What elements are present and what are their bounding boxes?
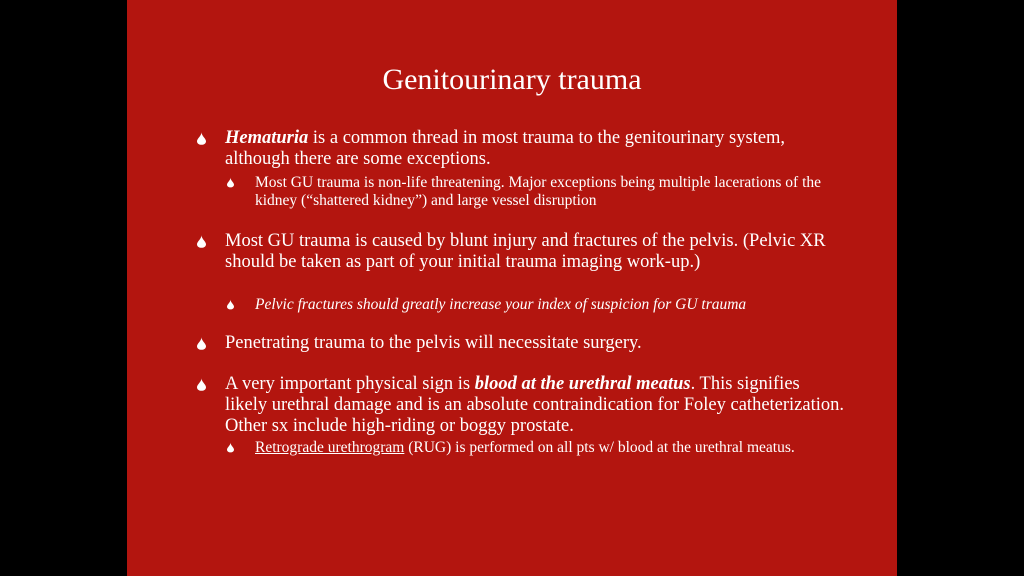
bullet-text: Penetrating trauma to the pelvis will necessitate surgery.: [225, 333, 642, 353]
bullet-text-continued: . This signifies likely urethral damage and is an absolute contraindication for Foley catheterization. Other sx include high-riding or boggy prostate.: [225, 374, 845, 436]
bullet-hematuria: [225, 128, 845, 170]
sub-bullet-text: Most GU trauma is non-life threatening. Major exceptions being multiple lacerations of the kidney (“shattered kidney”) and large vessel disruption: [255, 174, 822, 209]
drop-icon: [227, 442, 234, 453]
bullet-text: A very important physical sign is: [225, 374, 475, 394]
retrograde-urethrogram-link[interactable]: Retrograde urethrogram: [255, 439, 405, 456]
bullet-blunt-injury: [225, 231, 845, 273]
bullet-text: Most GU trauma is caused by blunt injury and fractures of the pelvis. (Pelvic XR should be taken as part of your initial trauma imaging work-up.): [225, 231, 826, 272]
sub-bullet-life-threatening: [255, 174, 855, 210]
slide-title: Genitourinary trauma: [382, 63, 642, 96]
bullet-emphasis: blood at the urethral meatus: [474, 374, 691, 394]
drop-icon: [197, 132, 206, 145]
bullet-emphasis: Hematuria: [225, 128, 309, 148]
sub-bullet-text: Pelvic fractures should greatly increase your index of suspicion for GU trauma: [255, 296, 747, 313]
bullet-physical-sign: [225, 374, 845, 437]
sub-bullet-pelvic-fractures: [255, 296, 855, 314]
sub-bullet-rug: [255, 439, 855, 457]
sub-bullet-text: (RUG) is performed on all pts w/ blood at the urethral meatus.: [404, 439, 795, 456]
slide: [127, 0, 897, 576]
drop-icon: [197, 337, 206, 350]
drop-icon: [227, 177, 234, 188]
drop-icon: [227, 299, 234, 310]
bullet-penetrating-trauma: [225, 333, 845, 354]
drop-icon: [197, 378, 206, 391]
bullet-text: is a common thread in most trauma to the genitourinary system, although there are some exceptions.: [225, 128, 786, 169]
drop-icon: [197, 235, 206, 248]
